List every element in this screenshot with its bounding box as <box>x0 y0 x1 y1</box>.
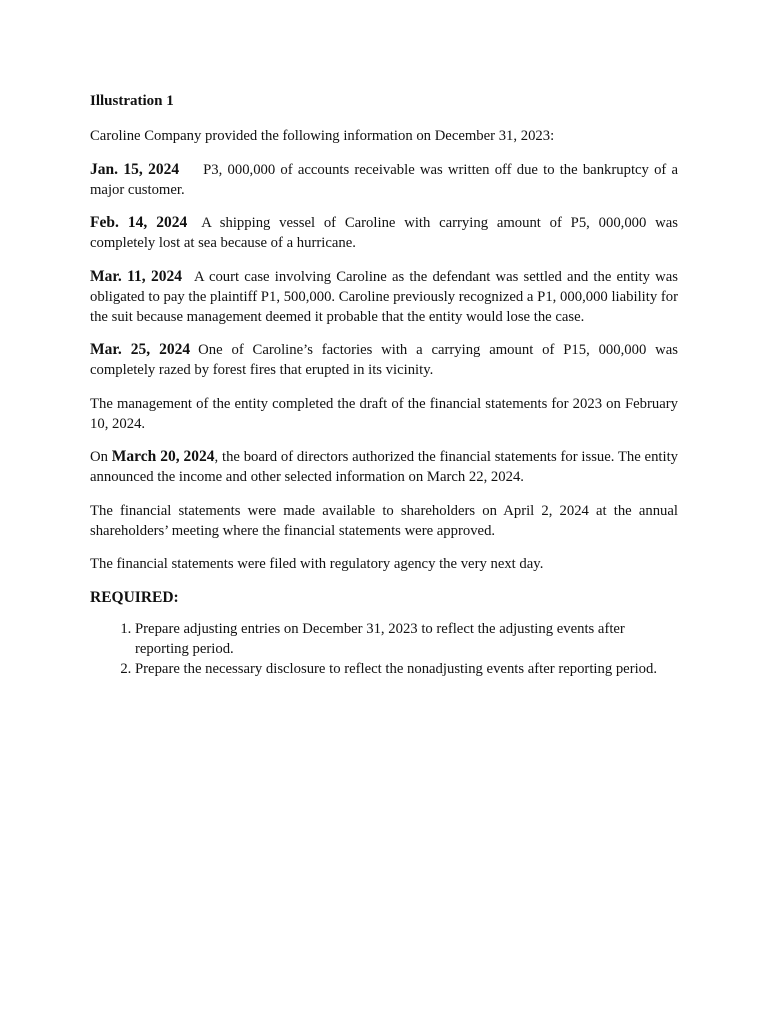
required-item: 2. Prepare the necessary disclosure to reflect the nonadjusting events after reporting period. <box>135 659 678 679</box>
event-paragraph <box>90 160 678 200</box>
filed-paragraph: The financial statements were filed with regulatory agency the very next day. <box>90 556 544 572</box>
authorized-text: , the board of directors authorized the financial statements for issue. The entity announced the income and other selected information on March 22, 2024. <box>90 449 679 485</box>
event-date: Mar. 25, 2024 <box>90 341 191 358</box>
illustration-title: Illustration 1 <box>90 93 174 109</box>
event-date: Feb. 14, 2024 <box>90 214 188 231</box>
event-paragraph <box>90 267 678 327</box>
event-paragraph <box>90 340 678 380</box>
event-date: Mar. 11, 2024 <box>90 267 182 285</box>
event-text: P3, 000,000 of accounts receivable was written off due to the bankruptcy of a major customer. <box>90 161 679 198</box>
available-paragraph: The financial statements were made available to shareholders on April 2, 2024 at the annual shareholders’ meeting where the financial statements were approved. <box>90 502 678 539</box>
event-date: Jan. 15, 2024 <box>90 160 180 178</box>
intro-paragraph: Caroline Company provided the following information on December 31, 2023: <box>90 128 555 144</box>
authorized-paragraph <box>90 447 678 487</box>
draft-paragraph: The management of the entity completed the draft of the financial statements for 2023 on February 10, 2024. <box>90 395 678 432</box>
required-list <box>90 619 678 679</box>
event-paragraph <box>90 213 678 253</box>
authorized-date: March 20, 2024 <box>111 448 215 465</box>
event-text: A shipping vessel of Caroline with carrying amount of P5, 000,000 was completely lost at sea because of a hurricane. <box>90 215 678 251</box>
authorized-lead: On <box>90 449 108 465</box>
event-text: A court case involving Caroline as the defendant was settled and the entity was obligated to pay the plaintiff P1, 500,000. Caroline previously recognized a P1, 000,000 liability for the suit because management deemed it probable that the entity would lose the case. <box>90 268 678 325</box>
required-item: 1. Prepare adjusting entries on December 31, 2023 to reflect the adjusting events after reporting period. <box>135 619 678 659</box>
event-text: One of Caroline’s factories with a carrying amount of P15, 000,000 was completely razed by forest fires that erupted in its vicinity. <box>90 342 678 378</box>
required-heading: REQUIRED: <box>90 588 179 606</box>
